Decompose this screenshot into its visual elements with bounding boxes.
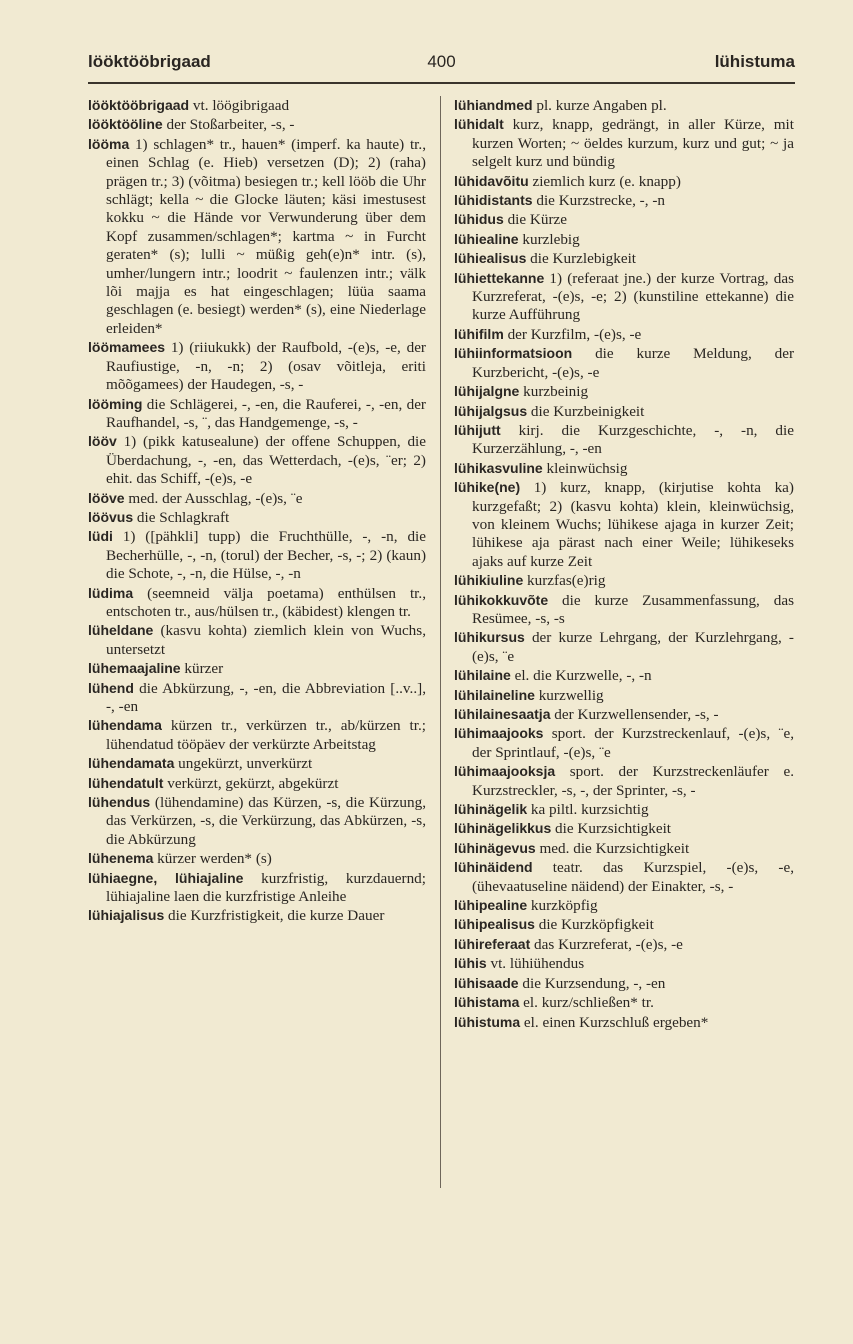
dictionary-entry [454,819,794,838]
entry-headword: lühistama [454,994,520,1011]
entry-definition: der Kurzwellensender, -s, - [550,706,719,723]
entry-definition: sport. der Kurzstreckenläufer e. Kurzstreckler, -s, -, der Sprinter, -s, - [472,763,794,799]
entry-definition: die kurze Meldung, der Kurzbericht, -(e)s, -e [472,345,794,381]
dictionary-entry [454,954,794,973]
entry-definition: ka piltl. kurzsichtig [527,801,649,819]
entry-headword: lühiealisus [454,250,527,267]
entry-definition: 1) schlagen* tr., hauen* (imperf. ka haute) tr., einen Schlag (e. Hieb) versetzen (D); 2) (raha) prägen tr.; 3) (võitma) besiegen tr.; kell lööb die Uhr schlägt; kella ~ die Glocke läuten; käsi imestusest kokku ~ die Hände vor Verwunderung über dem Kopf zusammen/schlagen*; kartma ~ in Furcht geraten* (s); lulli ~ müßig geh(e)n* intr. (s), umher/lungern intr.; loodrit ~ faulenzen intr.; välk lõi majja es hat eingeschlagen; lüüa saama geschlagen (e. besiegt) werden* (s), eine Niederlage erleiden* [106,135,426,337]
entry-headword: lühendamata [88,755,175,772]
dictionary-entry [88,508,426,527]
entry-headword: lühikursus [454,629,525,646]
dictionary-entry [454,686,794,705]
entry-headword: lühinägelik [454,801,528,818]
dictionary-entry [454,172,794,191]
entry-definition: die Kurzsendung, -, -en [518,974,666,992]
dictionary-entry [88,679,426,717]
dictionary-entry [454,382,794,401]
entry-definition: der Stoßarbeiter, -s, - [162,116,295,134]
entry-definition: kürzer werden* (s) [153,850,272,868]
entry-headword: lühijutt [454,421,501,438]
entry-headword: lühikokkuvõte [454,591,549,608]
entry-definition: die Schlägerei, -, -en, die Rauferei, -, -en, der Raufhandel, -s, ¨, das Handgemenge, -s, - [106,395,426,431]
dictionary-entry [454,191,794,210]
dictionary-entry [454,896,794,915]
dictionary-entry [88,716,426,754]
entry-headword: lühidus [454,211,504,228]
entry-definition: die Kurzfristigkeit, die kurze Dauer [164,907,385,925]
entry-headword: lühimaajooks [454,725,544,742]
entry-headword: lühidavõitu [454,172,529,189]
entry-headword: lühend [88,679,134,696]
dictionary-entry [88,489,426,508]
dictionary-entry [454,800,794,819]
dictionary-entry [454,591,794,629]
dictionary-entry [88,754,426,773]
entry-headword: lühifilm [454,325,504,342]
entry-headword: lühijalgne [454,383,520,400]
entry-definition: kurzwellig [534,686,604,704]
entry-headword: lühidalt [454,116,504,133]
dictionary-entry [88,774,426,793]
entry-definition: 1) ([pähkli] tupp) die Fruchthülle, -, -n, die Becherhülle, -, -n, (torul) der Becher, -s, -; 2) (kaun) die Schote, -, -n, die Hülse, -, -n [106,528,426,583]
dictionary-entry [454,915,794,934]
entry-headword: lööktööline [88,116,163,133]
entry-headword: lühinäidend [454,859,533,876]
entry-definition: ziemlich kurz (e. knapp) [528,172,681,190]
dictionary-entry [454,974,794,993]
entry-definition: 1) kurz, knapp, (kirjutise kohta ka) kurzgefaßt; 2) (kasvu kohta) klein, kleinwüchsig, von kleinem Wuchs; lühikese ajaga in kurzer Zeit; lühikese aja pärast nach einer Weile; lühikeseks ajaks auf kurze Zeit [472,479,794,570]
entry-definition: die Kurzsichtigkeit [551,820,672,838]
entry-headword: lühike(ne) [454,479,521,496]
dictionary-entry [454,269,794,325]
entry-headword: lühis [454,955,487,972]
entry-definition: 1) (pikk katusealune) der offene Schuppen, die Überdachung, -, -en, das Wetterdach, -(e)s, ¨er; 2) ehit. das Schiff, -(e)s, -e [106,433,426,488]
entry-definition: el. kurz/schließen* tr. [519,994,654,1012]
entry-headword: lühiajalisus [88,907,165,924]
dictionary-entry [454,1013,794,1032]
dictionary-entry [454,724,794,762]
entry-definition: kurzlebig [518,230,580,248]
dictionary-entry [88,135,426,338]
dictionary-entry [454,402,794,421]
entry-headword: lühilaineline [454,686,535,703]
dictionary-entry [454,115,794,171]
entry-definition: sport. der Kurzstreckenlauf, -(e)s, ¨e, der Sprintlauf, -(e)s, ¨e [472,725,794,761]
dictionary-entry [454,705,794,724]
entry-definition: el. die Kurzwelle, -, -n [510,667,652,685]
entry-headword: lühendatult [88,774,164,791]
entry-headword: lühendus [88,794,151,811]
entry-headword: lühiandmed [454,97,533,113]
dictionary-entry [454,478,794,571]
entry-headword: lühijalgsus [454,402,528,419]
dictionary-entry [88,849,426,868]
dictionary-entry [88,584,426,622]
column-divider [440,96,441,1188]
dictionary-entry [88,96,426,115]
entry-headword: lühemaajaline [88,660,181,677]
dictionary-entry [88,395,426,433]
entry-definition: kurzfristig, kurzdauernd; lühiajaline laen die kurzfristige Anleihe [106,869,426,906]
dictionary-entry [454,230,794,249]
entry-headword: lühinägevus [454,839,536,856]
dictionary-entry [88,115,426,134]
entry-headword: lüheldane [88,622,154,639]
dictionary-entry [454,344,794,382]
entry-headword: lühistuma [454,1013,521,1030]
dictionary-entry [88,527,426,583]
entry-headword: lühinägelikkus [454,820,552,837]
dictionary-entry [454,459,794,478]
entry-definition: teatr. das Kurzspiel, -(e)s, -e, (ühevaatuseline näidend) der Einakter, -s, - [472,859,794,895]
entry-definition: die Schlagkraft [133,508,230,526]
entry-definition: die Kurzbeinigkeit [527,402,645,420]
entry-definition: pl. kurze Angaben pl. [532,97,667,114]
entry-headword: lühireferaat [454,935,531,952]
entry-headword: lühenema [88,850,154,867]
entry-definition: vt. löögibrigaad [189,97,290,114]
dictionary-entry [454,249,794,268]
entry-headword: lühiaegne, lühiajaline [88,869,244,886]
dictionary-entry [454,96,794,115]
entry-headword: lööv [88,433,117,450]
dictionary-entry [88,793,426,849]
dictionary-entry [88,869,426,907]
entry-definition: kurzfas(e)rig [523,572,606,590]
entry-definition: 1) (riiukukk) der Raufbold, -(e)s, -e, der Raufiustige, -n, -n; 2) (osav võitleja, eriti mõõgamees) der Haudegen, -s, - [106,339,426,394]
entry-headword: lühiinformatsioon [454,345,573,362]
entry-headword: lühilaine [454,667,511,684]
entry-definition: der kurze Lehrgang, der Kurzlehrgang, -(e)s, ¨e [472,629,794,665]
entry-definition: ungekürzt, unverkürzt [174,755,313,773]
dictionary-entry [88,338,426,394]
entry-headword: lüdi [88,528,113,545]
entry-headword: lühimaajooksja [454,763,556,780]
entry-definition: kürzer [180,660,224,678]
entry-definition: die Kürze [503,211,568,229]
entry-headword: löömamees [88,339,166,356]
entry-definition: (seemneid välja poetama) enthülsen tr., entschoten tr., aus/hülsen tr., (käbidest) klengen tr. [106,584,426,620]
entry-headword: lühidistants [454,192,533,209]
entry-definition: (kasvu kohta) ziemlich klein von Wuchs, untersetzt [106,622,426,658]
entry-definition: (lühendamine) das Kürzen, -s, die Kürzung, das Verkürzen, -s, die Verkürzung, das Abkürzen, -s, die Abkürzung [106,794,426,848]
page-header [88,52,795,82]
entry-definition: el. einen Kurzschluß ergeben* [520,1013,709,1031]
dictionary-entry [454,935,794,954]
entry-definition: kirj. die Kurzgeschichte, -, -n, die Kurzerzählung, -, -en [472,421,794,458]
entry-headword: lühipealisus [454,916,535,933]
header-rule [88,82,795,84]
dictionary-entry [88,621,426,659]
entry-headword: lööktööbrigaad [88,97,190,113]
entry-headword: lühilainesaatja [454,706,551,722]
entry-definition: die Abkürzung, -, -en, die Abbreviation [..v..], -, -en [106,679,426,715]
dictionary-entry [88,906,426,925]
entry-definition: med. die Kurzsichtigkeit [535,839,690,857]
entry-headword: löövus [88,508,134,525]
entry-definition: kurzbeinig [519,383,589,401]
entry-definition: vt. lühiühendus [486,955,585,973]
header-first-headword: lööktööbrigaad [88,52,211,71]
entry-headword: lüdima [88,584,134,601]
dictionary-entry [454,571,794,590]
entry-headword: lühipealine [454,897,528,914]
dictionary-entry [454,210,794,229]
entry-headword: lühendama [88,717,162,734]
entry-definition: verkürzt, gekürzt, abgekürzt [163,774,339,792]
right-column [454,96,794,1032]
entry-headword: lühisaade [454,974,519,991]
dictionary-entry [454,858,794,896]
entry-headword: lööming [88,395,143,412]
entry-headword: lööma [88,135,130,152]
entry-headword: lühiealine [454,230,519,247]
entry-definition: med. der Ausschlag, -(e)s, ¨e [124,489,303,507]
page-number: 400 [427,52,456,71]
entry-headword: lööve [88,489,125,506]
dictionary-entry [88,432,426,488]
entry-definition: der Kurzfilm, -(e)s, -e [503,325,642,343]
dictionary-entry [454,325,794,344]
entry-definition: kurzköpfig [527,897,598,915]
entry-definition: kleinwüchsig [542,459,628,477]
entry-headword: lühiettekanne [454,269,545,286]
entry-definition: die kurze Zusammenfassung, das Resümee, -s, -s [472,591,794,627]
dictionary-entry [454,421,794,459]
left-column [88,96,426,926]
dictionary-entry [454,762,794,800]
entry-definition: 1) (referaat jne.) der kurze Vortrag, das Kurzreferat, -(e)s, -e; 2) (kunstiline ettekanne) die kurze Aufführung [472,269,794,324]
dictionary-entry [88,659,426,678]
dictionary-entry [454,666,794,685]
dictionary-entry [454,839,794,858]
entry-definition: die Kurzlebigkeit [526,250,637,268]
dictionary-entry [454,628,794,666]
header-last-headword: lühistuma [714,52,795,71]
entry-definition: kürzen tr., verkürzen tr., ab/kürzen tr.; lühendatud tööpäev der verkürzte Arbeitstag [106,717,426,753]
dictionary-entry [454,993,794,1012]
entry-definition: die Kurzstrecke, -, -n [532,192,665,210]
entry-headword: lühikasvuline [454,459,543,476]
entry-headword: lühikiuline [454,572,524,589]
entry-definition: die Kurzköpfigkeit [534,916,654,934]
entry-definition: kurz, knapp, gedrängt, in aller Kürze, mit kurzen Worten; ~ öeldes kurzum, kurz und gut; ~ ja selgelt kurz und bündig [472,116,794,171]
entry-definition: das Kurzreferat, -(e)s, -e [530,935,683,953]
